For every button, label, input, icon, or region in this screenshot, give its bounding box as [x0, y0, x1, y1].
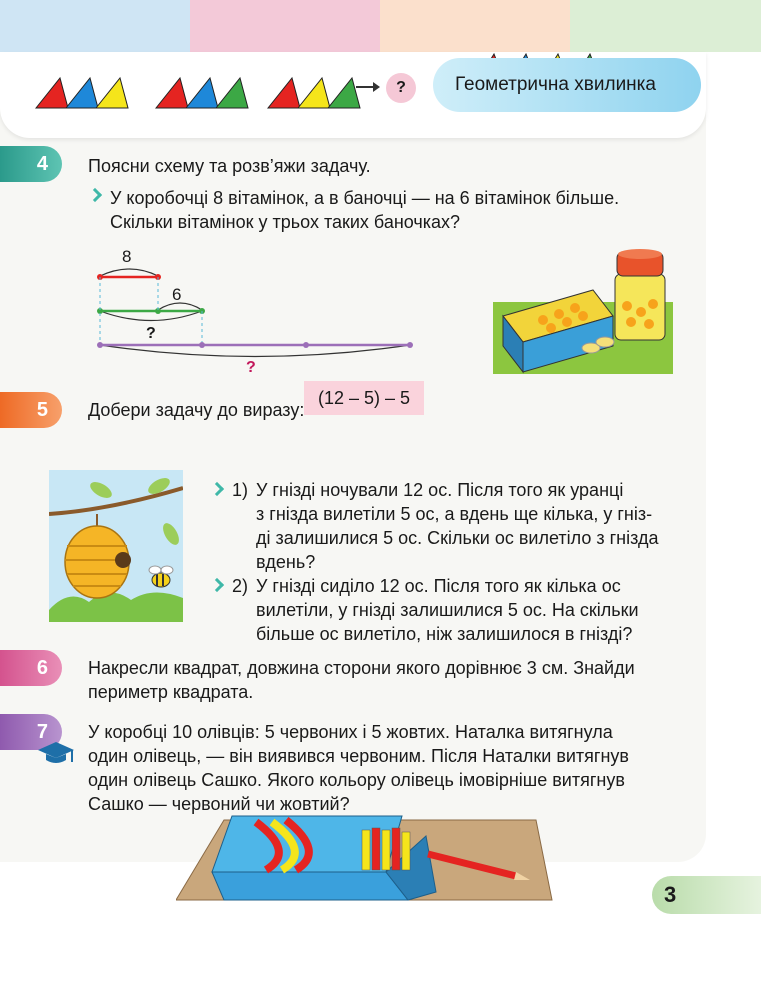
task-5-instruction: Добери задачу до виразу:: [88, 400, 305, 420]
task-4-line-1: У коробочці 8 вітамінок, а в баночці — на 6 вітамінок більше.: [110, 188, 620, 208]
strip-green: [570, 0, 761, 52]
option-1-line-4: вдень?: [256, 552, 316, 572]
task-7-line-4: Сашко — червоний чи жовтий?: [88, 794, 350, 814]
graduation-cap-icon: [36, 740, 76, 766]
task-7-number: 7: [0, 714, 62, 750]
arrow-icon: [356, 86, 378, 88]
option-1-number: 1): [232, 480, 249, 500]
header-color-strips: [0, 0, 761, 52]
task-4-line-2: Скільки вітамінок у трьох таких баночках?: [110, 212, 461, 232]
chevron-right-icon: [212, 482, 224, 496]
strip-pink: [190, 0, 380, 52]
option-1-line-3: ді залишилися 5 ос. Скільки ос вилетіло з гнізда: [256, 528, 659, 548]
question-circle: ?: [386, 73, 416, 103]
task-4-number: 4: [0, 146, 62, 182]
chevron-right-icon: [90, 188, 102, 202]
task-4-instruction: Поясни схему та розв’яжи задачу.: [88, 156, 371, 176]
diagram-label-q2: ?: [246, 359, 256, 376]
option-2-line-3: більше ос вилетіло, ніж залишилося в гнізді?: [256, 624, 633, 644]
chevron-right-icon: [212, 578, 224, 592]
task-7-line-3: один олівець Сашко. Якого кольору олівець імовірніше витягнув: [88, 770, 625, 790]
option-1-line-1: У гнізді ночували 12 ос. Після того як уранці: [256, 480, 624, 500]
expression-box: [304, 381, 424, 415]
triangle-sequence: [0, 52, 430, 138]
expression-text: (12 – 5) – 5: [317, 387, 411, 408]
page-number: 3: [652, 876, 761, 914]
task-7-line-1: У коробці 10 олівців: 5 червоних і 5 жовтих. Наталка витягнула: [88, 722, 613, 742]
option-2-line-1: У гнізді сиділо 12 ос. Після того як кілька ос: [256, 576, 621, 596]
task-6-line-2: периметр квадрата.: [88, 682, 254, 702]
beehive-illustration: [49, 470, 183, 622]
task-6-line-1: Накресли квадрат, довжина сторони якого дорівнює 3 см. Знайди: [88, 658, 635, 678]
geometry-title: Геометрична хвилинка: [455, 74, 656, 95]
diagram-label-q1: ?: [146, 325, 156, 342]
task-5-number: 5: [0, 392, 62, 428]
task-6-number: 6: [0, 650, 62, 686]
strip-peach: [380, 0, 570, 52]
pencil-box-illustration: [176, 812, 556, 904]
option-2-line-2: вилетіли, у гнізді залишилися 5 ос. На скільки: [256, 600, 639, 620]
diagram-label-6: 6: [172, 285, 182, 304]
geometry-title-pill: [433, 58, 701, 112]
task-7-line-2: один олівець, — він виявився червоним. Після Наталки витягнув: [88, 746, 629, 766]
segment-diagram: [90, 240, 430, 380]
option-2-number: 2): [232, 576, 249, 596]
vitamins-illustration: [493, 246, 673, 376]
strip-blue: [0, 0, 190, 52]
option-1-line-2: з гнізда вилетіли 5 ос, а вдень ще кілька, у гніз-: [256, 504, 653, 524]
diagram-label-8: 8: [122, 247, 132, 266]
